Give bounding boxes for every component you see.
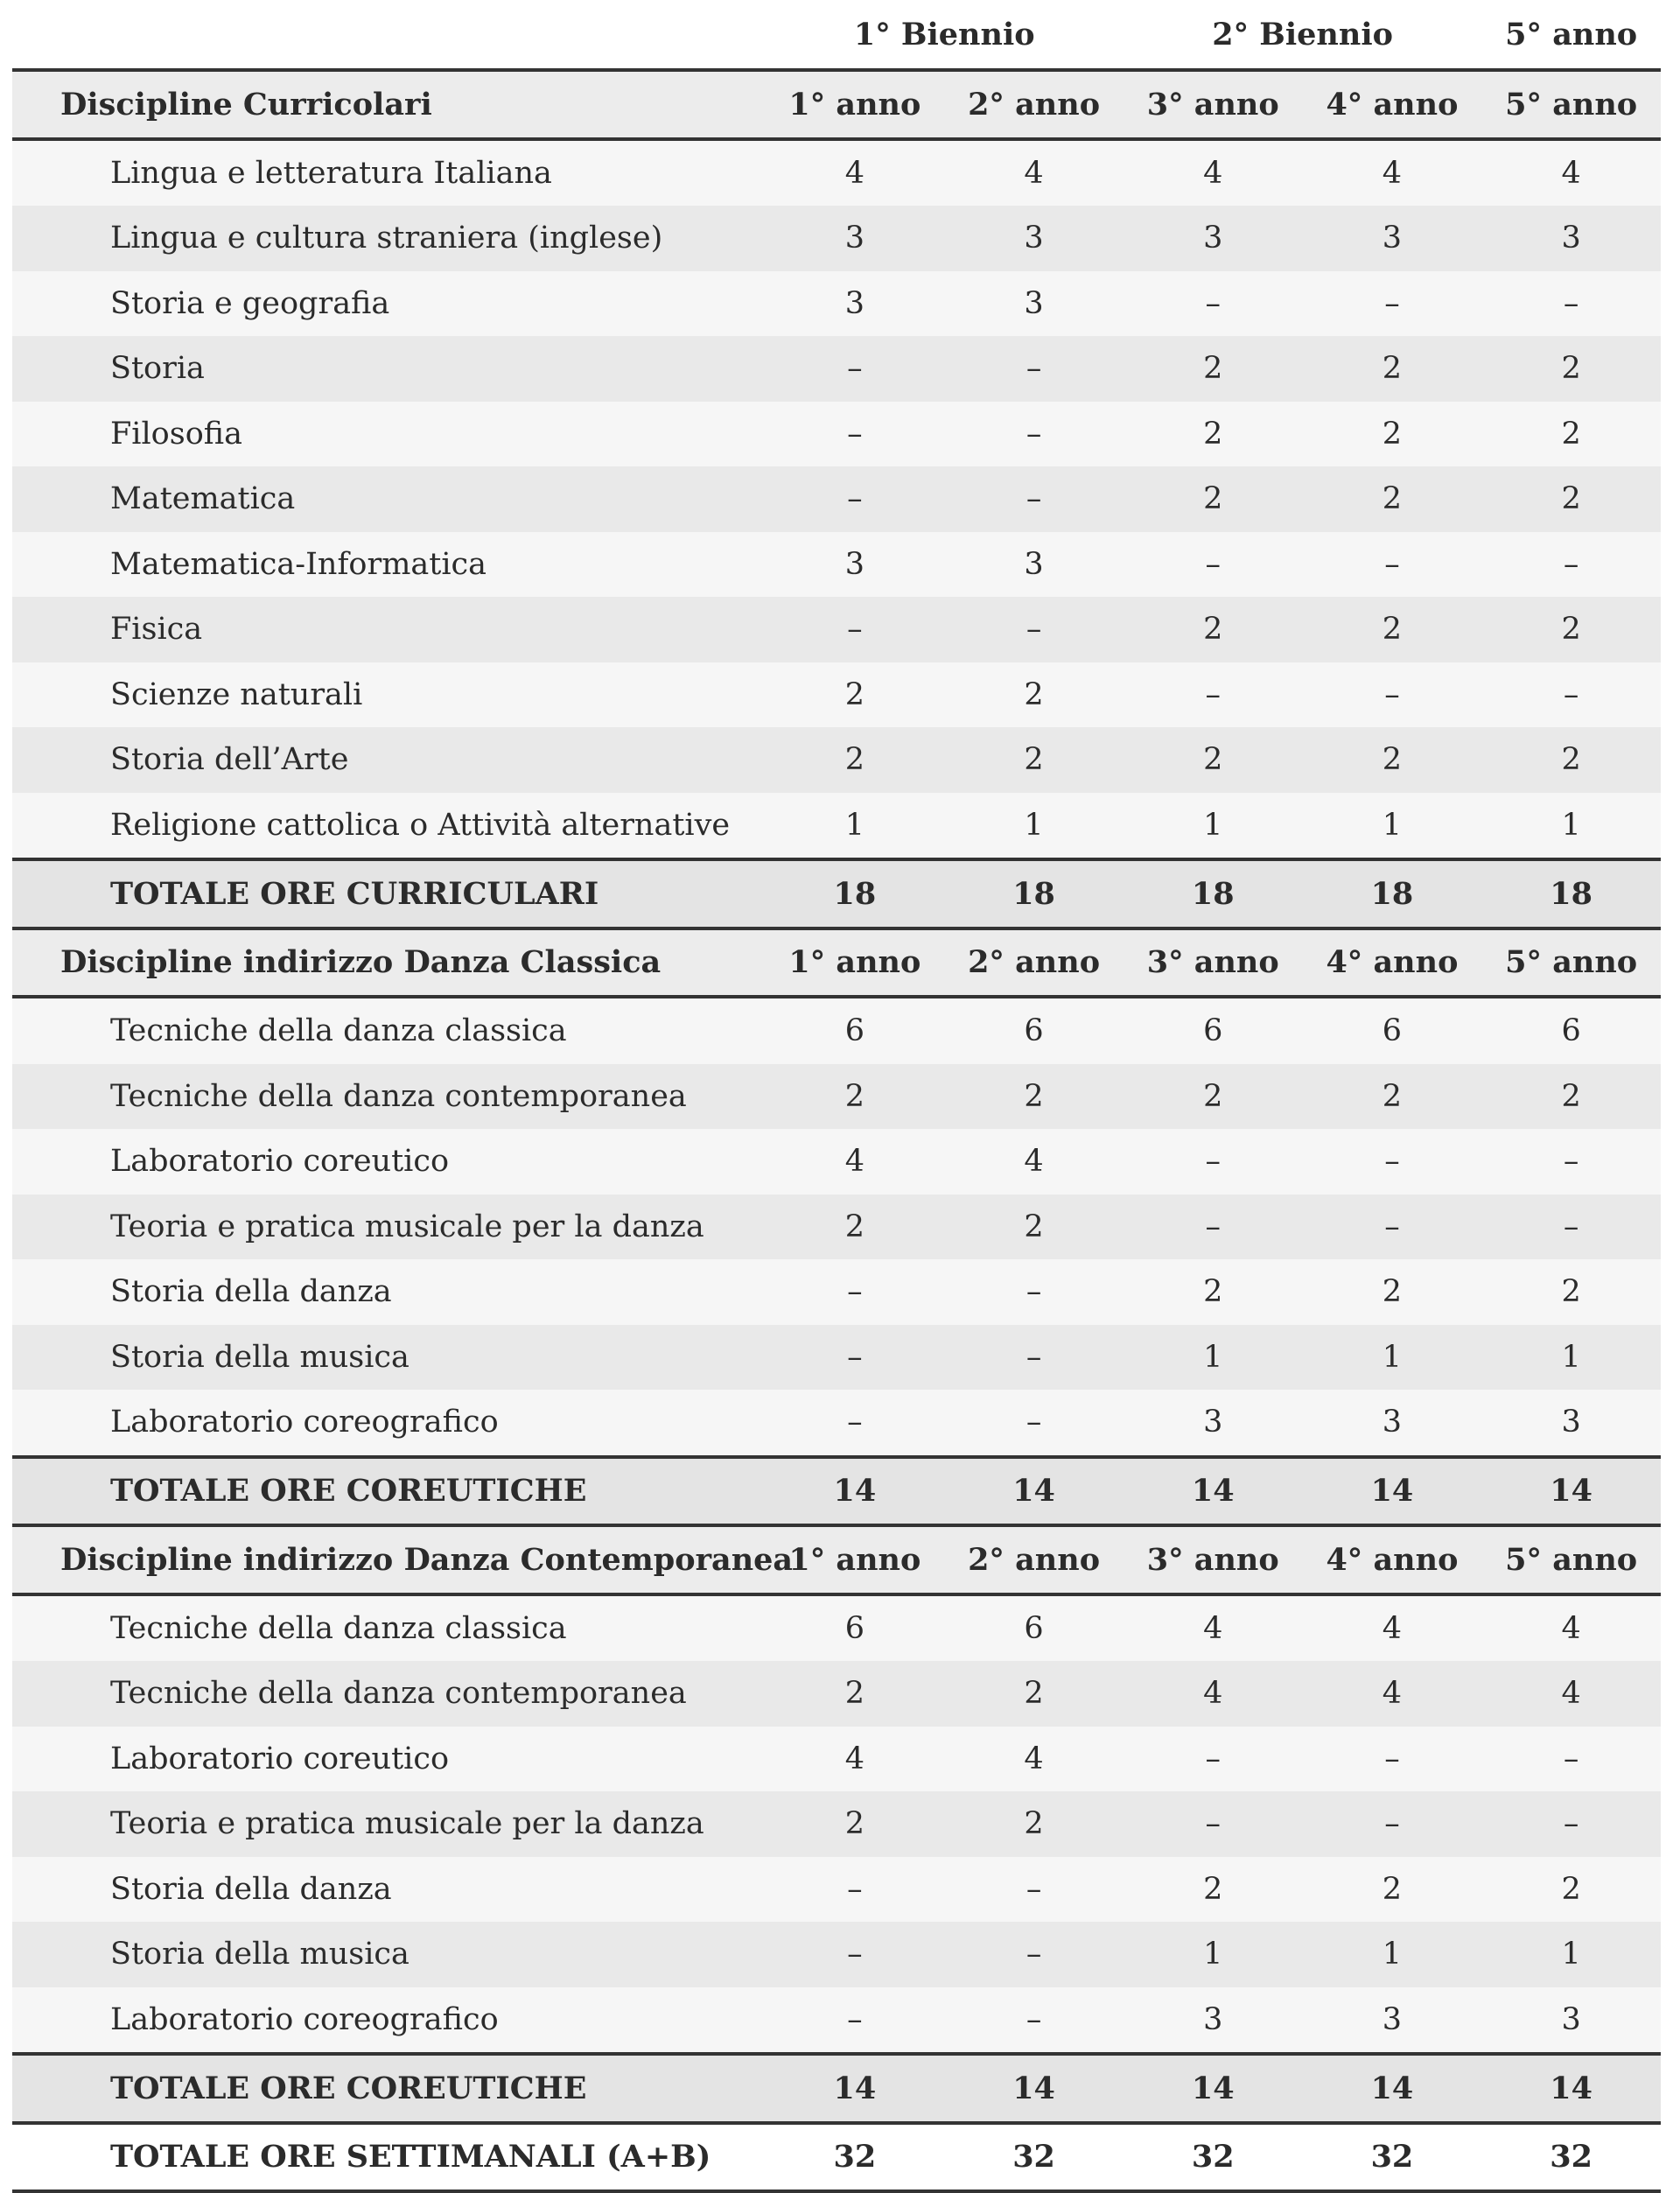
section-total-row <box>12 1457 1661 1526</box>
hours-cell: 2 <box>1303 1064 1482 1130</box>
subject-row <box>12 402 1661 467</box>
subject-name: Storia della musica <box>12 1325 766 1391</box>
hours-cell: 2 <box>1303 727 1482 793</box>
hours-cell: 1 <box>1124 793 1303 860</box>
hours-cell: 2 <box>944 1661 1124 1727</box>
total-hours-cell: 14 <box>1481 2054 1661 2123</box>
hours-cell: – <box>1303 271 1482 337</box>
subject-row <box>12 1857 1661 1923</box>
hours-cell: – <box>766 466 945 532</box>
hours-cell: – <box>766 1987 945 2055</box>
hours-cell: – <box>944 336 1124 402</box>
hours-cell: – <box>766 1325 945 1391</box>
total-hours-cell: 14 <box>1481 1457 1661 1526</box>
hours-cell: 2 <box>1124 402 1303 467</box>
section-total-row <box>12 859 1661 928</box>
hours-cell: – <box>1124 1195 1303 1260</box>
subject-name: Laboratorio coreografico <box>12 1987 766 2055</box>
subject-name: Teoria e pratica musicale per la danza <box>12 1791 766 1857</box>
hours-cell: 3 <box>1124 1390 1303 1457</box>
subject-name: Storia dell’Arte <box>12 727 766 793</box>
year-column-header: 5° anno <box>1481 70 1661 139</box>
hours-cell: 2 <box>1124 597 1303 662</box>
hours-cell: – <box>1124 271 1303 337</box>
hours-cell: – <box>944 1325 1124 1391</box>
year-column-header: 4° anno <box>1303 928 1482 998</box>
subject-row <box>12 997 1661 1064</box>
hours-cell: 1 <box>1481 1325 1661 1391</box>
subject-name: Filosofia <box>12 402 766 467</box>
hours-cell: – <box>766 1857 945 1923</box>
hours-cell: 1 <box>1481 1922 1661 1987</box>
hours-cell: 2 <box>1481 336 1661 402</box>
hours-cell: 4 <box>1303 1594 1482 1662</box>
subject-row <box>12 793 1661 860</box>
hours-cell: – <box>766 402 945 467</box>
subject-row <box>12 1594 1661 1662</box>
year-column-header: 4° anno <box>1303 70 1482 139</box>
hours-cell: 1 <box>766 793 945 860</box>
hours-cell: 4 <box>1303 139 1482 207</box>
total-hours-cell: 14 <box>766 1457 945 1526</box>
total-hours-cell: 18 <box>1481 859 1661 928</box>
hours-cell: 2 <box>1481 597 1661 662</box>
hours-cell: 6 <box>944 997 1124 1064</box>
biennio-2-label: 2° Biennio <box>1212 16 1393 53</box>
year-column-header: 1° anno <box>766 928 945 998</box>
hours-cell: – <box>766 1922 945 1987</box>
hours-cell: 4 <box>1124 139 1303 207</box>
hours-cell: 1 <box>1303 793 1482 860</box>
hours-cell: 2 <box>766 1661 945 1727</box>
subject-row <box>12 1390 1661 1457</box>
year-column-header: 1° anno <box>766 70 945 139</box>
hours-cell: 2 <box>766 727 945 793</box>
weekly-hours-table <box>12 0 1661 2193</box>
hours-cell: – <box>1303 1791 1482 1857</box>
subject-row <box>12 1727 1661 1792</box>
hours-cell: 2 <box>1481 466 1661 532</box>
hours-cell: 1 <box>1124 1325 1303 1391</box>
hours-cell: – <box>1124 1727 1303 1792</box>
hours-cell: – <box>944 1922 1124 1987</box>
subject-name: Matematica <box>12 466 766 532</box>
hours-cell: 4 <box>944 1129 1124 1195</box>
hours-cell: 3 <box>766 532 945 598</box>
hours-cell: 4 <box>766 1727 945 1792</box>
hours-cell: 2 <box>944 662 1124 728</box>
total-label: TOTALE ORE CURRICULARI <box>12 859 766 928</box>
hours-cell: 3 <box>1124 206 1303 271</box>
hours-cell: 1 <box>944 793 1124 860</box>
subject-name: Laboratorio coreografico <box>12 1390 766 1457</box>
grand-total-cell: 32 <box>766 2123 945 2192</box>
hours-cell: 4 <box>1303 1661 1482 1727</box>
hours-cell: 3 <box>944 532 1124 598</box>
total-label: TOTALE ORE COREUTICHE <box>12 2054 766 2123</box>
hours-cell: 3 <box>1303 1987 1482 2055</box>
subject-name: Tecniche della danza contemporanea <box>12 1661 766 1727</box>
subject-row <box>12 1325 1661 1391</box>
subject-name: Storia <box>12 336 766 402</box>
year-column-header: 3° anno <box>1124 1525 1303 1594</box>
total-hours-cell: 14 <box>1124 1457 1303 1526</box>
hours-cell: – <box>1481 662 1661 728</box>
hours-cell: – <box>944 1390 1124 1457</box>
hours-cell: 6 <box>766 1594 945 1662</box>
hours-cell: 2 <box>1124 727 1303 793</box>
hours-cell: 3 <box>1481 1987 1661 2055</box>
total-hours-cell: 18 <box>766 859 945 928</box>
hours-cell: 2 <box>1481 402 1661 467</box>
section-header-row <box>12 1525 1661 1594</box>
hours-cell: 4 <box>1481 1594 1661 1662</box>
subject-name: Scienze naturali <box>12 662 766 728</box>
hours-cell: 2 <box>1124 336 1303 402</box>
hours-cell: 4 <box>1124 1661 1303 1727</box>
hours-cell: 2 <box>1124 466 1303 532</box>
subject-row <box>12 206 1661 271</box>
hours-cell: – <box>1481 1791 1661 1857</box>
subject-name: Tecniche della danza contemporanea <box>12 1064 766 1130</box>
subject-row <box>12 727 1661 793</box>
grand-total-cell: 32 <box>1124 2123 1303 2192</box>
hours-cell: 3 <box>1303 1390 1482 1457</box>
hours-cell: – <box>1303 1727 1482 1792</box>
subject-row <box>12 1064 1661 1130</box>
hours-cell: 3 <box>944 271 1124 337</box>
hours-cell: – <box>944 1857 1124 1923</box>
grand-total-row <box>12 2123 1661 2192</box>
hours-cell: 4 <box>944 1727 1124 1792</box>
hours-cell: – <box>1481 1129 1661 1195</box>
hours-cell: – <box>1303 1129 1482 1195</box>
subject-row <box>12 662 1661 728</box>
hours-cell: 2 <box>1303 466 1482 532</box>
subject-name: Teoria e pratica musicale per la danza <box>12 1195 766 1260</box>
hours-cell: – <box>944 466 1124 532</box>
hours-cell: 2 <box>1124 1259 1303 1325</box>
hours-cell: 1 <box>1303 1325 1482 1391</box>
hours-cell: – <box>1124 1791 1303 1857</box>
year-column-header: 2° anno <box>944 928 1124 998</box>
grand-total-cell: 32 <box>1481 2123 1661 2192</box>
hours-cell: 2 <box>1481 1064 1661 1130</box>
hours-cell: – <box>766 1259 945 1325</box>
year-column-header: 2° anno <box>944 1525 1124 1594</box>
hours-cell: 2 <box>1303 597 1482 662</box>
year-column-header: 2° anno <box>944 70 1124 139</box>
hours-cell: 2 <box>766 1791 945 1857</box>
section-total-row <box>12 2054 1661 2123</box>
total-hours-cell: 18 <box>944 859 1124 928</box>
hours-cell: – <box>944 1987 1124 2055</box>
hours-cell: 2 <box>1124 1857 1303 1923</box>
total-label: TOTALE ORE COREUTICHE <box>12 1457 766 1526</box>
hours-cell: – <box>1303 532 1482 598</box>
hours-cell: – <box>944 402 1124 467</box>
hours-cell: 6 <box>1303 997 1482 1064</box>
hours-cell: – <box>1124 1129 1303 1195</box>
hours-cell: 2 <box>1481 727 1661 793</box>
hours-cell: 2 <box>766 662 945 728</box>
subject-row <box>12 336 1661 402</box>
subject-row <box>12 139 1661 207</box>
hours-cell: 2 <box>1124 1064 1303 1130</box>
hours-cell: 2 <box>944 1064 1124 1130</box>
hours-cell: 2 <box>1303 402 1482 467</box>
subject-row <box>12 271 1661 337</box>
year-column-header: 5° anno <box>1481 1525 1661 1594</box>
hours-cell: 1 <box>1303 1922 1482 1987</box>
total-hours-cell: 18 <box>1303 859 1482 928</box>
section-title: Discipline Curricolari <box>12 70 766 139</box>
total-hours-cell: 14 <box>766 2054 945 2123</box>
hours-cell: – <box>766 336 945 402</box>
hours-cell: 6 <box>1124 997 1303 1064</box>
hours-cell: 2 <box>944 727 1124 793</box>
subject-row <box>12 597 1661 662</box>
hours-cell: 2 <box>944 1791 1124 1857</box>
hours-cell: 3 <box>1481 206 1661 271</box>
hours-cell: 1 <box>1124 1922 1303 1987</box>
year-column-header: 3° anno <box>1124 928 1303 998</box>
year-column-header: 3° anno <box>1124 70 1303 139</box>
hours-cell: 2 <box>766 1195 945 1260</box>
year-column-header: 1° anno <box>766 1525 945 1594</box>
hours-cell: 3 <box>1124 1987 1303 2055</box>
biennio-1-label: 1° Biennio <box>853 16 1035 53</box>
biennio-header-empty <box>12 0 766 70</box>
hours-cell: 6 <box>944 1594 1124 1662</box>
subject-row <box>12 1195 1661 1260</box>
subject-row <box>12 1987 1661 2055</box>
hours-cell: 4 <box>944 139 1124 207</box>
subject-name: Fisica <box>12 597 766 662</box>
subject-name: Matematica-Informatica <box>12 532 766 598</box>
hours-cell: 4 <box>1481 139 1661 207</box>
hours-cell: – <box>1481 271 1661 337</box>
section-title: Discipline indirizzo Danza Classica <box>12 928 766 998</box>
section-title: Discipline indirizzo Danza Contemporanea <box>12 1525 766 1594</box>
subject-row <box>12 1259 1661 1325</box>
total-hours-cell: 14 <box>1124 2054 1303 2123</box>
year-column-header: 4° anno <box>1303 1525 1482 1594</box>
subject-name: Laboratorio coreutico <box>12 1129 766 1195</box>
hours-cell: 6 <box>766 997 945 1064</box>
hours-cell: 3 <box>766 271 945 337</box>
hours-cell: – <box>944 1259 1124 1325</box>
subject-row <box>12 532 1661 598</box>
hours-cell: 1 <box>1481 793 1661 860</box>
hours-cell: – <box>1303 1195 1482 1260</box>
total-hours-cell: 14 <box>1303 1457 1482 1526</box>
subject-row <box>12 1661 1661 1727</box>
hours-cell: 3 <box>766 206 945 271</box>
timetable-container <box>12 0 1661 2193</box>
hours-cell: 4 <box>766 139 945 207</box>
hours-cell: 2 <box>1303 1259 1482 1325</box>
subject-name: Storia della danza <box>12 1857 766 1923</box>
hours-cell: 4 <box>766 1129 945 1195</box>
hours-cell: – <box>1124 532 1303 598</box>
hours-cell: – <box>766 597 945 662</box>
hours-cell: 3 <box>1303 206 1482 271</box>
hours-cell: – <box>766 1390 945 1457</box>
subject-name: Lingua e cultura straniera (inglese) <box>12 206 766 271</box>
subject-name: Storia della danza <box>12 1259 766 1325</box>
hours-cell: 2 <box>1481 1259 1661 1325</box>
section-header-row <box>12 928 1661 998</box>
total-hours-cell: 18 <box>1124 859 1303 928</box>
fifth-year-label: 5° anno <box>1505 16 1638 53</box>
hours-cell: – <box>1481 1727 1661 1792</box>
hours-cell: 2 <box>1481 1857 1661 1923</box>
grand-total-cell: 32 <box>944 2123 1124 2192</box>
hours-cell: 3 <box>1481 1390 1661 1457</box>
subject-name: Storia della musica <box>12 1922 766 1987</box>
subject-row <box>12 1791 1661 1857</box>
subject-row <box>12 1129 1661 1195</box>
total-hours-cell: 14 <box>944 1457 1124 1526</box>
hours-cell: – <box>1124 662 1303 728</box>
hours-cell: 3 <box>944 206 1124 271</box>
hours-cell: – <box>944 597 1124 662</box>
subject-row <box>12 466 1661 532</box>
subject-name: Lingua e letteratura Italiana <box>12 139 766 207</box>
subject-name: Religione cattolica o Attività alternative <box>12 793 766 860</box>
subject-name: Storia e geografia <box>12 271 766 337</box>
grand-total-label: TOTALE ORE SETTIMANALI (A+B) <box>12 2123 766 2192</box>
subject-name: Laboratorio coreutico <box>12 1727 766 1792</box>
hours-cell: 6 <box>1481 997 1661 1064</box>
hours-cell: – <box>1303 662 1482 728</box>
subject-row <box>12 1922 1661 1987</box>
hours-cell: 4 <box>1481 1661 1661 1727</box>
hours-cell: 2 <box>1303 336 1482 402</box>
hours-cell: – <box>1481 532 1661 598</box>
hours-cell: – <box>1481 1195 1661 1260</box>
hours-cell: 2 <box>766 1064 945 1130</box>
hours-cell: 2 <box>1303 1857 1482 1923</box>
subject-name: Tecniche della danza classica <box>12 1594 766 1662</box>
total-hours-cell: 14 <box>1303 2054 1482 2123</box>
section-header-row <box>12 70 1661 139</box>
hours-cell: 4 <box>1124 1594 1303 1662</box>
grand-total-cell: 32 <box>1303 2123 1482 2192</box>
subject-name: Tecniche della danza classica <box>12 997 766 1064</box>
year-column-header: 5° anno <box>1481 928 1661 998</box>
hours-cell: 2 <box>944 1195 1124 1260</box>
total-hours-cell: 14 <box>944 2054 1124 2123</box>
biennio-header-row <box>12 0 1661 70</box>
